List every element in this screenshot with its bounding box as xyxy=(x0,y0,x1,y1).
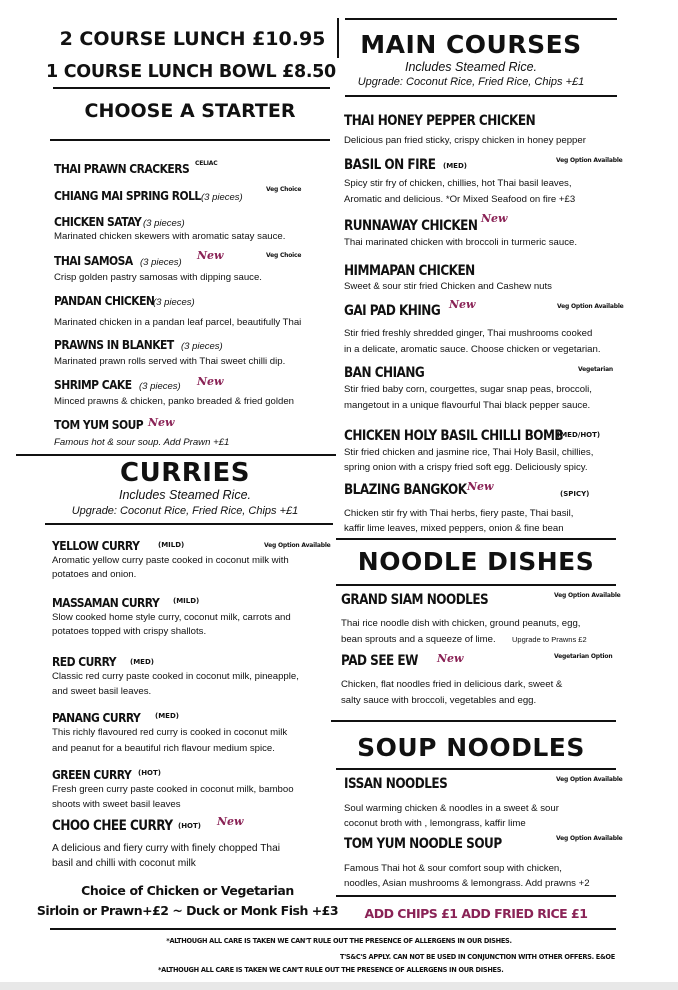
main-name: BASIL ON FIRE xyxy=(344,157,436,173)
curry-name: PANANG CURRY xyxy=(52,710,141,725)
main-desc: Chicken stir fry with Thai herbs, fiery paste, Thai basil, xyxy=(344,508,574,519)
main-name: BLAZING BANGKOK xyxy=(344,482,467,498)
new-badge: New xyxy=(449,298,476,311)
soup-name: TOM YUM NOODLE SOUP xyxy=(344,836,502,852)
curry-desc: A delicious and fiery curry with finely chopped Thai xyxy=(52,843,281,854)
soup-name: ISSAN NOODLES xyxy=(344,776,448,792)
curries-title: CURRIES xyxy=(120,458,250,488)
curry-heat: (MED) xyxy=(155,712,179,720)
divider xyxy=(50,139,330,141)
main-desc: Stir fried chicken and jasmine rice, Thai Holy Basil, chillies, xyxy=(344,447,594,458)
soup-tag: Veg Option Available xyxy=(556,835,623,842)
divider xyxy=(16,454,336,456)
starter-name: CHIANG MAI SPRING ROLL xyxy=(54,188,201,203)
starter-pieces: (3 pieces) xyxy=(153,297,195,308)
noodle-tag: Vegetarian Option xyxy=(554,653,613,660)
main-desc: Spicy stir fry of chicken, chillies, hot Thai basil leaves, xyxy=(344,178,572,189)
column-divider xyxy=(337,18,339,58)
curry-name: RED CURRY xyxy=(52,654,117,669)
starter-tag: CELIAC xyxy=(195,160,218,167)
noodle-name: PAD SEE EW xyxy=(341,653,418,669)
soup-desc: Famous Thai hot & sour comfort soup with chicken, xyxy=(344,863,562,874)
curry-desc: Fresh green curry paste cooked in coconut milk, bamboo xyxy=(52,784,294,795)
divider xyxy=(53,87,330,89)
new-badge: New xyxy=(437,652,464,665)
new-badge: New xyxy=(481,212,508,225)
starter-desc: Marinated chicken skewers with aromatic satay sauce. xyxy=(54,231,286,242)
main-name: RUNNAWAY CHICKEN xyxy=(344,218,478,234)
main-heat: (MED/HOT) xyxy=(557,431,601,439)
divider xyxy=(336,895,616,897)
curry-desc: Aromatic yellow curry paste cooked in coconut milk with xyxy=(52,555,289,566)
terms-notice: T'S&C'S APPLY. CAN NOT BE USED IN CONJUNCTION WITH OTHER OFFERS. E&OE xyxy=(340,953,615,961)
starter-desc: Crisp golden pastry samosas with dipping sauce. xyxy=(54,272,262,283)
main-desc: mangetout in a unique flavourful Thai black pepper sauce. xyxy=(344,400,591,411)
main-desc: Sweet & sour stir fried Chicken and Cashew nuts xyxy=(344,281,552,292)
starter-desc: Famous hot & sour soup. Add Prawn +£1 xyxy=(54,437,230,448)
allergy-notice: *ALTHOUGH ALL CARE IS TAKEN WE CAN'T RULE OUT THE PRESENCE OF ALLERGENS IN OUR DISHES. xyxy=(166,937,512,945)
main-name: THAI HONEY PEPPER CHICKEN xyxy=(344,113,536,129)
main-heat: (MED) xyxy=(443,162,467,170)
main-name: GAI PAD KHING xyxy=(344,303,441,319)
starter-title: CHOOSE A STARTER xyxy=(84,100,296,122)
curry-name: MASSAMAN CURRY xyxy=(52,595,160,610)
divider xyxy=(345,95,617,97)
new-badge: New xyxy=(467,480,494,493)
new-badge: New xyxy=(197,375,224,388)
allergy-notice-repeat: *ALTHOUGH ALL CARE IS TAKEN WE CAN'T RULE OUT THE PRESENCE OF ALLERGENS IN OUR DISHES. xyxy=(158,966,504,974)
curry-heat: (MILD) xyxy=(158,541,185,549)
soup-desc: noodles, Asian mushrooms & lemongrass. Add prawns +2 xyxy=(344,878,590,889)
curry-desc: Slow cooked home style curry, coconut milk, carrots and xyxy=(52,612,291,623)
main-heat: (SPICY) xyxy=(560,490,590,498)
starter-pieces: (3 pieces) xyxy=(140,257,182,268)
starter-name: SHRIMP CAKE xyxy=(54,377,132,392)
curry-tag: Veg Option Available xyxy=(264,542,331,549)
starter-name: THAI SAMOSA xyxy=(54,253,133,268)
soup-desc: Soul warming chicken & noodles in a sweet & sour xyxy=(344,803,559,814)
curry-desc: basil and chilli with coconut milk xyxy=(52,858,196,869)
soup-title: SOUP NOODLES xyxy=(357,733,585,762)
curry-heat: (MED) xyxy=(130,658,154,666)
soup-desc: coconut broth with , lemongrass, kaffir lime xyxy=(344,818,526,829)
mains-sub-upgrade: Upgrade: Coconut Rice, Fried Rice, Chips +£1 xyxy=(357,76,585,88)
starter-desc: Marinated chicken in a pandan leaf parcel, beautifully Thai xyxy=(54,317,302,328)
noodle-desc: salty sauce with broccoli, vegetables and egg. xyxy=(341,695,537,706)
curry-name: CHOO CHEE CURRY xyxy=(52,818,173,834)
curry-name: GREEN CURRY xyxy=(52,767,132,782)
mains-sub-rice: Includes Steamed Rice. xyxy=(404,60,537,74)
noodle-desc: Chicken, flat noodles fried in delicious dark, sweet & xyxy=(341,679,563,690)
main-tag: Vegetarian xyxy=(578,366,614,373)
main-tag: Veg Option Available xyxy=(557,303,624,310)
curry-heat: (MILD) xyxy=(173,597,200,605)
starter-desc: Marinated prawn rolls served with Thai sweet chilli dip. xyxy=(54,356,286,367)
main-tag: Veg Option Available xyxy=(556,157,623,164)
noodle-upgrade: Upgrade to Prawns £2 xyxy=(512,635,587,644)
divider xyxy=(336,538,616,540)
main-name: BAN CHIANG xyxy=(344,365,425,381)
noodle-desc: bean sprouts and a squeeze of lime. xyxy=(341,634,496,645)
divider xyxy=(45,523,333,525)
noodle-name: GRAND SIAM NOODLES xyxy=(341,592,489,608)
new-badge: New xyxy=(217,815,244,828)
starter-pieces: (3 pieces) xyxy=(201,192,243,203)
addons-line: ADD CHIPS £1 ADD FRIED RICE £1 xyxy=(364,906,588,921)
curries-sub-upgrade: Upgrade: Coconut Rice, Fried Rice, Chips +£1 xyxy=(71,505,299,517)
curry-desc: Classic red curry paste cooked in coconut milk, pineapple, xyxy=(52,671,299,682)
divider xyxy=(336,768,616,770)
footer-divider xyxy=(50,928,616,930)
lunch-1-course: 1 COURSE LUNCH BOWL £8.50 xyxy=(46,62,336,82)
starter-tag: Veg Choice xyxy=(266,186,302,193)
main-desc: Stir fried freshly shredded ginger, Thai mushrooms cooked xyxy=(344,328,593,339)
lunch-2-course: 2 COURSE LUNCH £10.95 xyxy=(59,28,326,50)
divider xyxy=(331,720,616,722)
divider xyxy=(336,584,616,586)
starter-name: CHICKEN SATAY xyxy=(54,214,142,229)
curry-heat: (HOT) xyxy=(138,769,161,777)
curry-desc: potatoes and onion. xyxy=(52,569,137,580)
mains-title: MAIN COURSES xyxy=(360,30,582,59)
main-name: HIMMAPAN CHICKEN xyxy=(344,263,475,279)
starter-pieces: (3 pieces) xyxy=(139,381,181,392)
starter-pieces: (3 pieces) xyxy=(181,341,223,352)
starter-name: PRAWNS IN BLANKET xyxy=(54,337,174,352)
main-desc: in a delicate, aromatic sauce. Choose chicken or vegetarian. xyxy=(344,344,601,355)
protein-upgrades: Sirloin or Prawn+£2 ~ Duck or Monk Fish +£3 xyxy=(36,903,339,918)
main-name: CHICKEN HOLY BASIL CHILLI BOMB xyxy=(344,428,564,444)
noodle-desc: Thai rice noodle dish with chicken, ground peanuts, egg, xyxy=(341,618,581,629)
curry-desc: and sweet basil leaves. xyxy=(52,686,152,697)
main-desc: Aromatic and delicious. *Or Mixed Seafood on fire +£3 xyxy=(344,194,576,205)
main-desc: Stir fried baby corn, courgettes, sugar snap peas, broccoli, xyxy=(344,384,592,395)
curry-desc: This richly flavoured red curry is cooked in coconut milk xyxy=(52,727,288,738)
main-desc: spring onion with a crispy fried soft egg. Deliciously spicy. xyxy=(344,462,588,473)
starter-name: PANDAN CHICKEN xyxy=(54,293,155,308)
curry-name: YELLOW CURRY xyxy=(52,538,140,553)
starter-desc: Minced prawns & chicken, panko breaded & fried golden xyxy=(54,396,294,407)
noodles-title: NOODLE DISHES xyxy=(357,547,595,576)
noodle-tag: Veg Option Available xyxy=(554,592,621,599)
divider xyxy=(345,18,617,20)
starter-name: TOM YUM SOUP xyxy=(54,417,144,432)
curry-desc: potatoes topped with crispy shallots. xyxy=(52,626,207,637)
protein-choice: Choice of Chicken or Vegetarian xyxy=(81,883,294,898)
main-desc: Thai marinated chicken with broccoli in turmeric sauce. xyxy=(344,237,578,248)
new-badge: New xyxy=(197,249,224,262)
starter-pieces: (3 pieces) xyxy=(143,218,185,229)
page-bottom-band xyxy=(0,982,678,990)
curries-sub-rice: Includes Steamed Rice. xyxy=(118,488,251,502)
starter-name: THAI PRAWN CRACKERS xyxy=(54,161,190,176)
curry-desc: shoots with sweet basil leaves xyxy=(52,799,181,810)
curry-heat: (HOT) xyxy=(178,822,201,830)
main-desc: Delicious pan fried sticky, crispy chicken in honey pepper xyxy=(344,135,586,146)
main-desc: kaffir lime leaves, mixed peppers, onion & fine bean xyxy=(344,523,564,534)
soup-tag: Veg Option Available xyxy=(556,776,623,783)
curry-desc: and peanut for a beautiful rich flavour medium spice. xyxy=(52,743,275,754)
new-badge: New xyxy=(148,416,175,429)
starter-tag: Veg Choice xyxy=(266,252,302,259)
